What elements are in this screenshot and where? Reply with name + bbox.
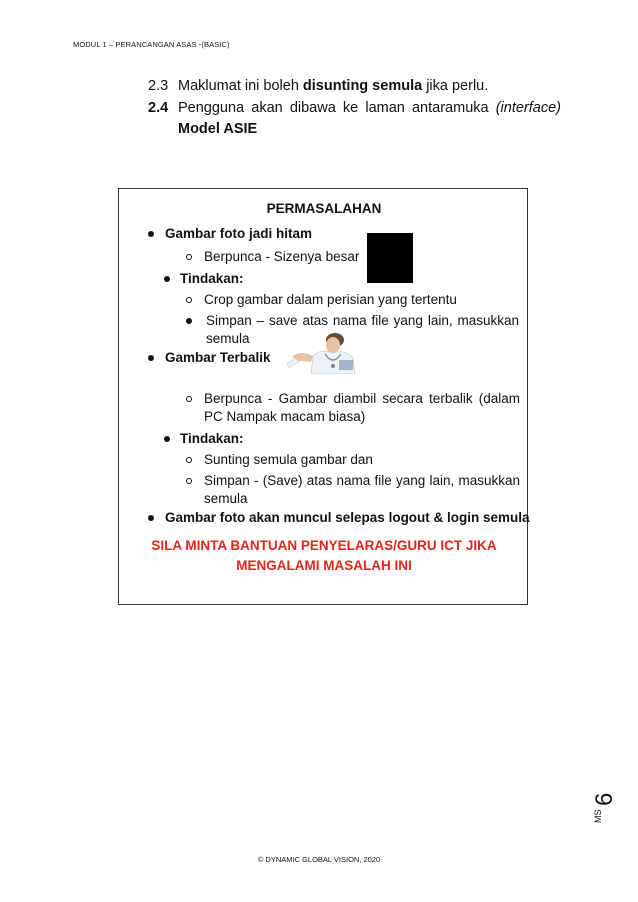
box-title: PERMASALAHAN <box>266 201 382 216</box>
doctor-photo-image <box>283 326 359 374</box>
bullet-icon <box>148 515 154 521</box>
action-2-step-2: Simpan - (Save) atas nama file yang lain, masukkan <box>204 473 520 488</box>
circle-bullet-icon <box>186 396 192 402</box>
problem-2: Gambar Terbalik <box>165 350 271 365</box>
circle-bullet-icon <box>186 478 192 484</box>
page-footer: © DYNAMIC GLOBAL VISION, 2020 <box>257 855 381 864</box>
page-header: MODUL 1 – PERANCANGAN ASAS -(BASIC) <box>73 40 230 49</box>
circle-bullet-icon <box>186 297 192 303</box>
action-1-step-1: Crop gambar dalam perisian yang tertentu <box>204 292 457 307</box>
cause-2: Berpunca - Gambar diambil secara terbalik (dalam <box>204 391 520 406</box>
item-number: 2.3 <box>148 78 169 94</box>
bullet-icon <box>148 355 154 361</box>
item-text-line1 <box>178 99 561 117</box>
item-text <box>178 77 561 95</box>
action-label-1: Tindakan: <box>180 271 244 286</box>
item-text-italic: (interface) <box>495 100 561 116</box>
bullet-icon <box>148 231 154 237</box>
warning-line-2: MENGALAMI MASALAH INI <box>236 558 412 573</box>
warning-line-1: SILA MINTA BANTUAN PENYELARAS/GURU ICT JIKA <box>151 538 497 553</box>
problem-box <box>118 188 528 605</box>
action-2-step-1: Sunting semula gambar dan <box>204 452 373 467</box>
problem-3: Gambar foto akan muncul selepas logout & login semula <box>165 510 530 525</box>
page-number-value: 6 <box>591 792 618 806</box>
bullet-icon <box>164 436 170 442</box>
page-prefix-label: MS <box>593 809 603 823</box>
action-2-step-2-cont: semula <box>204 491 248 506</box>
action-1-step-2: Simpan – save atas nama file yang lain, masukkan <box>206 313 519 328</box>
circle-bullet-icon <box>186 457 192 463</box>
bullet-icon <box>186 318 192 324</box>
item-text-pre: Maklumat ini boleh <box>178 78 303 94</box>
item-text-post: jika perlu. <box>422 78 489 94</box>
problem-1: Gambar foto jadi hitam <box>165 226 313 241</box>
bullet-icon <box>164 276 170 282</box>
action-label-2: Tindakan: <box>180 431 244 446</box>
item-number: 2.4 <box>148 100 169 116</box>
item-text: Pengguna akan dibawa ke laman antaramuka <box>178 100 489 116</box>
black-photo-image <box>367 233 413 283</box>
cause-2-cont: PC Nampak macam biasa) <box>204 409 366 424</box>
item-text-line2: Model ASIE <box>178 121 258 137</box>
circle-bullet-icon <box>186 254 192 260</box>
cause-1: Berpunca - Sizenya besar <box>204 249 360 264</box>
item-text-bold: disunting semula <box>302 78 423 94</box>
action-1-step-2-cont: semula <box>206 331 250 346</box>
